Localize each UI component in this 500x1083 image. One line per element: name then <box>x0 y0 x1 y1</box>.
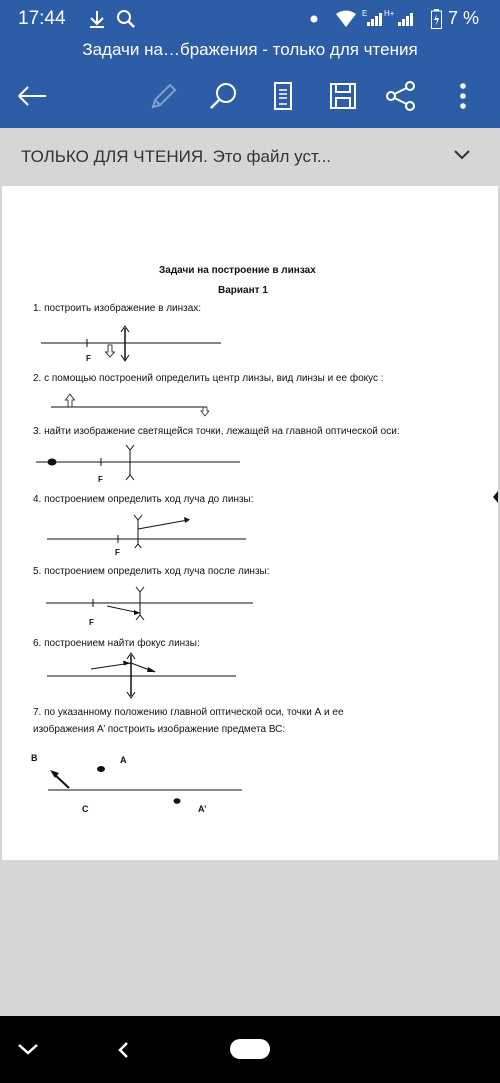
reading-view-button[interactable] <box>265 78 301 114</box>
document-title: Задачи на…бражения - только для чтения <box>0 38 500 66</box>
label-c: C <box>82 804 89 814</box>
label-a: A <box>120 755 127 765</box>
search-button[interactable] <box>206 78 242 114</box>
download-icon <box>88 9 106 29</box>
nav-back-icon[interactable] <box>115 1040 133 1060</box>
back-button[interactable] <box>15 78 51 114</box>
pen-icon <box>145 78 181 114</box>
task-7-line-2: изображения А’ построить изображение предмета ВС: <box>33 724 286 735</box>
label-a-prime: A’ <box>198 804 207 814</box>
reading-view-icon <box>265 78 301 114</box>
edit-button[interactable] <box>145 78 181 114</box>
save-button[interactable] <box>325 78 361 114</box>
share-button[interactable] <box>383 78 419 114</box>
diagram-7 <box>42 754 262 804</box>
focus-label-5: F <box>89 618 94 627</box>
task-6: 6. построением найти фокус линзы: <box>33 638 200 649</box>
focus-label-4: F <box>115 548 120 557</box>
chevron-down-icon[interactable] <box>452 148 472 162</box>
share-icon <box>383 78 419 114</box>
focus-label-1: F <box>86 354 91 363</box>
label-b: B <box>31 753 38 763</box>
document-page[interactable] <box>2 186 498 860</box>
task-2: 2. с помощью построений определить центр линзы, вид линзы и ее фокус : <box>33 373 384 384</box>
task-1: 1. построить изображение в линзах: <box>33 303 202 314</box>
task-7-line-1: 7. по указанному положению главной оптической оси, точки А и ее <box>33 707 344 718</box>
network-type: E <box>362 9 368 18</box>
system-nav-bar <box>0 1016 500 1083</box>
wifi-icon <box>335 10 357 28</box>
read-only-banner[interactable] <box>0 128 500 186</box>
signal-icon <box>367 12 383 26</box>
network-type-2: H+ <box>384 9 395 18</box>
diagram-1 <box>37 324 227 364</box>
hide-keyboard-icon[interactable] <box>16 1040 40 1058</box>
toolbar <box>0 66 500 128</box>
home-pill[interactable] <box>230 1039 270 1059</box>
back-arrow-icon <box>15 78 51 114</box>
clock: 17:44 <box>18 8 66 29</box>
focus-label-3: F <box>98 475 103 484</box>
banner-text: ТОЛЬКО ДЛЯ ЧТЕНИЯ. Это файл уст... <box>21 147 332 166</box>
battery-level: 7 % <box>448 8 480 28</box>
diagram-5 <box>42 586 257 622</box>
search-icon <box>206 78 242 114</box>
task-3: 3. найти изображение светящейся точки, лежащей на главной оптической оси: <box>33 426 400 437</box>
task-4: 4. построением определить ход луча до линзы: <box>33 494 254 505</box>
doc-title: Задачи на построение в линзах <box>159 265 316 276</box>
battery-icon <box>431 9 442 29</box>
save-icon <box>325 78 361 114</box>
more-button[interactable] <box>445 78 481 114</box>
page-edge-mark <box>492 490 498 504</box>
diagram-2 <box>47 390 217 420</box>
diagram-4 <box>42 512 252 548</box>
search-status-icon <box>116 9 136 29</box>
more-icon <box>445 78 481 114</box>
status-bar <box>0 0 500 38</box>
task-5: 5. построением определить ход луча после линзы: <box>33 566 270 577</box>
diagram-3 <box>32 444 247 484</box>
signal-2-icon <box>398 12 414 26</box>
diagram-6 <box>42 651 242 701</box>
notification-dot-icon <box>310 15 318 23</box>
doc-variant: Вариант 1 <box>218 285 268 296</box>
